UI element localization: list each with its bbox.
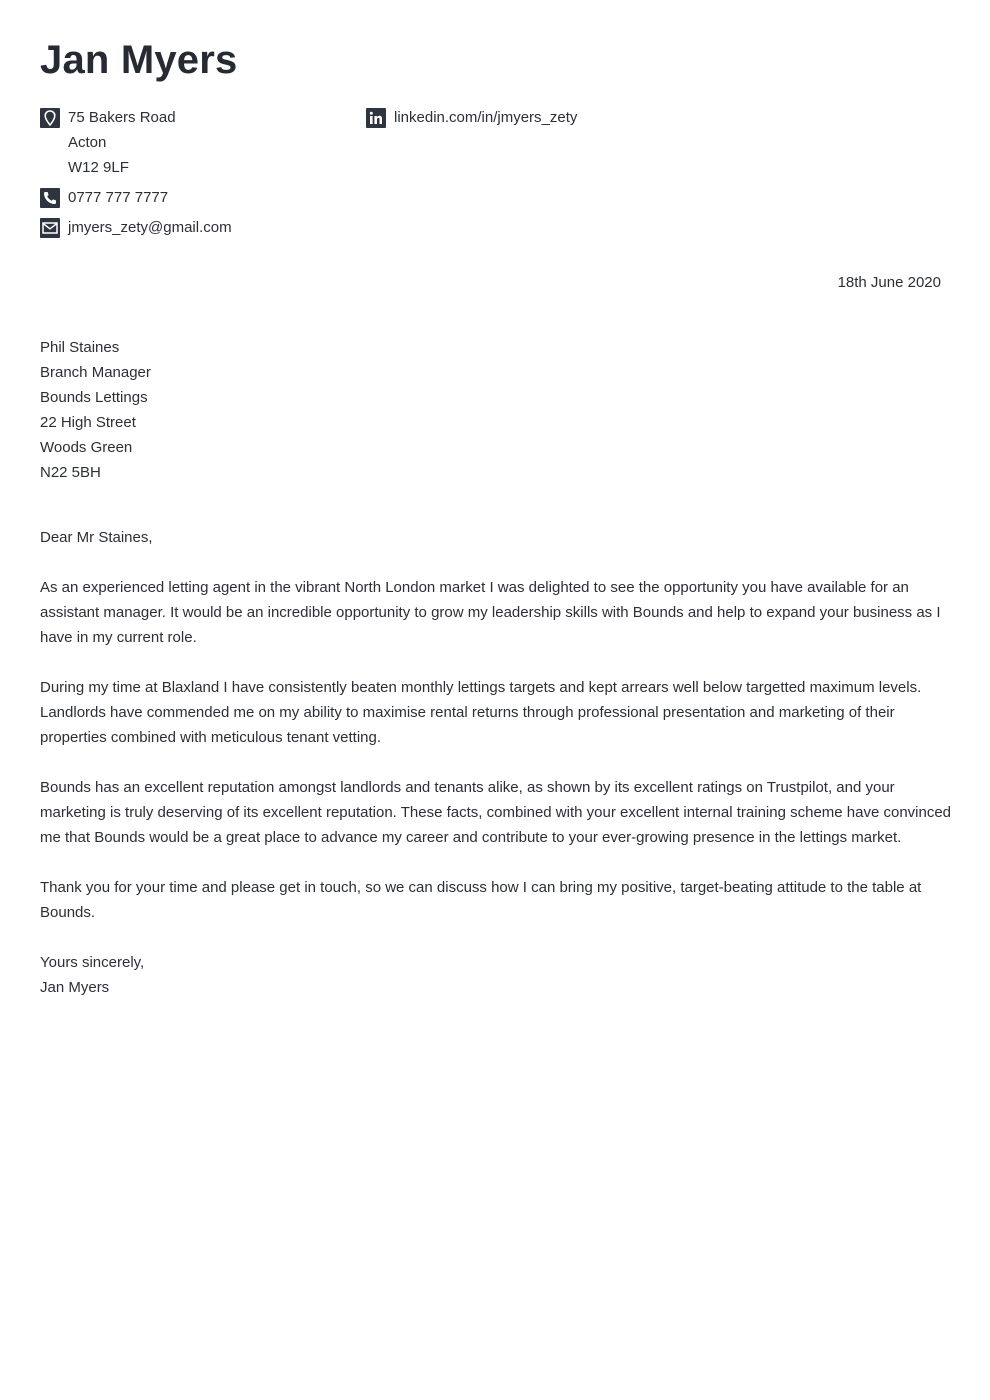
address-line: Acton [68,134,107,151]
phone-number[interactable]: 0777 777 7777 [68,189,169,206]
recipient-name: Phil Staines [40,339,120,356]
location-pin-icon [40,108,60,128]
sign-off [40,950,952,1000]
body-paragraph: Bounds has an excellent reputation amongst landlords and tenants alike, as shown by its excellent ratings on Trustpilot, and your marketing is truly deserving of its excellent reputation. These facts, combined with your excellent internal training scheme have convinced me that Bounds would be a great place to advance my career and contribute to your ever-growing presence in the lettings market. [40,779,952,846]
applicant-name: Jan Myers [40,38,238,82]
contact-linkedin [366,105,577,130]
envelope-icon [40,218,60,238]
contact-phone [40,185,168,210]
salutation: Dear Mr Staines, [40,529,153,546]
address-lines [68,105,176,180]
body-paragraph: During my time at Blaxland I have consistently beaten monthly lettings targets and kept arrears well below targetted maximum levels. Landlords have commended me on my ability to maximise rental returns through professional presentation and marketing of their properties combined with meticulous tenant vetting. [40,679,922,746]
body-paragraph: Thank you for your time and please get in touch, so we can discuss how I can bring my positive, target-beating attitude to the table at Bounds. [40,879,922,921]
recipient-block [40,335,151,485]
letter-body [40,525,952,1000]
letter-date: 18th June 2020 [837,274,941,291]
recipient-company: Bounds Lettings [40,389,148,406]
body-paragraph: As an experienced letting agent in the vibrant North London market I was delighted to see the opportunity you have available for an assistant manager. It would be an incredible opportunity to grow my leadership skills with Bounds and help to expand your business as I have in my current role. [40,579,941,646]
closing: Yours sincerely, [40,954,145,971]
contact-email [40,215,232,240]
recipient-area: Woods Green [40,439,133,456]
address-line: W12 9LF [68,159,129,176]
address-line: 75 Bakers Road [68,109,176,126]
linkedin-icon [366,108,386,128]
contact-details [40,105,952,255]
contact-address [40,105,176,180]
signature-name: Jan Myers [40,979,110,996]
phone-icon [40,188,60,208]
recipient-title: Branch Manager [40,364,151,381]
recipient-postcode: N22 5BH [40,464,101,481]
linkedin-url[interactable]: linkedin.com/in/jmyers_zety [394,109,578,126]
email-address[interactable]: jmyers_zety@gmail.com [68,219,232,236]
recipient-street: 22 High Street [40,414,136,431]
